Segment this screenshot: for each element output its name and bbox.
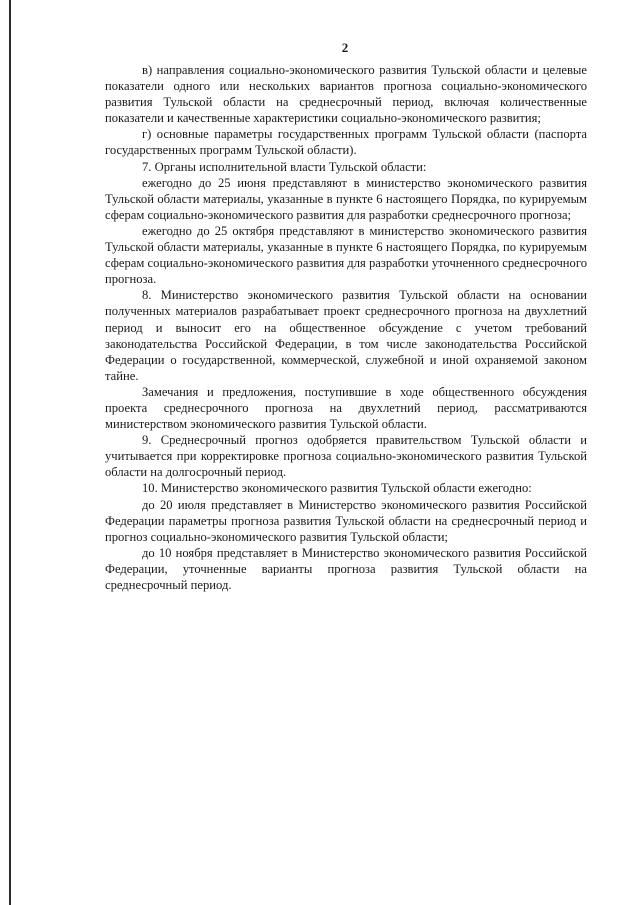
paragraph-9-approval: 9. Среднесрочный прогноз одобряется правительством Тульской области и учитывается при корректировке прогноза социально-экономического развития Тульской области на долгосрочный период. xyxy=(105,433,587,480)
paragraph-g-program-parameters: г) основные параметры государственных программ Тульской области (паспорта государственных программ Тульской области). xyxy=(105,127,587,158)
paragraph-10-november-deadline: до 10 ноября представляет в Министерство экономического развития Российской Федерации, уточненные варианты прогноза развития Тульской области на среднесрочный период. xyxy=(105,545,587,592)
paragraph-v-directions: в) направления социально-экономического развития Тульской области и целевые показатели одного или нескольких вариантов прогноза социально-экономического развития Тульской области на среднесрочный период, включая количественные показатели и качественные характеристики социально-экономического развития; xyxy=(105,63,587,126)
paragraph-8-public-comments: Замечания и предложения, поступившие в ходе общественного обсуждения проекта среднесрочного прогноза на двухлетний период, рассматриваются министерством экономического развития Тульской области. xyxy=(105,384,587,432)
paragraph-7-executive-bodies: 7. Органы исполнительной власти Тульской области: xyxy=(142,159,427,174)
document-body xyxy=(105,62,587,593)
paragraph-7-october-deadline: ежегодно до 25 октября представляют в министерство экономического развития Тульской области материалы, указанные в пункте 6 настоящего Порядка, по курируемым сферам социально-экономического развития для разработки уточненного среднесрочного прогноза. xyxy=(105,223,587,287)
paragraph-10-annually: 10. Министерство экономического развития Тульской области ежегодно: xyxy=(142,481,532,496)
page-number: 2 xyxy=(341,40,349,55)
paragraph-7-june-deadline: ежегодно до 25 июня представляют в министерство экономического развития Тульской области материалы, указанные в пункте 6 настоящего Порядка, по курируемым сферам социально-экономического развития для разработки среднесрочного прогноза; xyxy=(105,175,587,222)
paragraph-8-ministry-draft: 8. Министерство экономического развития Тульской области на основании полученных материалов разрабатывает проект среднесрочного прогноза на двухлетний период и выносит его на общественное обсуждение с учетом требований законодательства Российской Федерации, в том числе законодательства Российской Федерации о государственной, коммерческой, служебной и иной охраняемой законом тайне. xyxy=(105,288,587,383)
scan-margin-line xyxy=(9,0,11,905)
paragraph-10-july-deadline: до 20 июля представляет в Министерство экономического развития Российской Федерации параметры прогноза развития Тульской области на среднесрочный период и прогноз социально-экономического развития Тульской области; xyxy=(105,497,587,544)
